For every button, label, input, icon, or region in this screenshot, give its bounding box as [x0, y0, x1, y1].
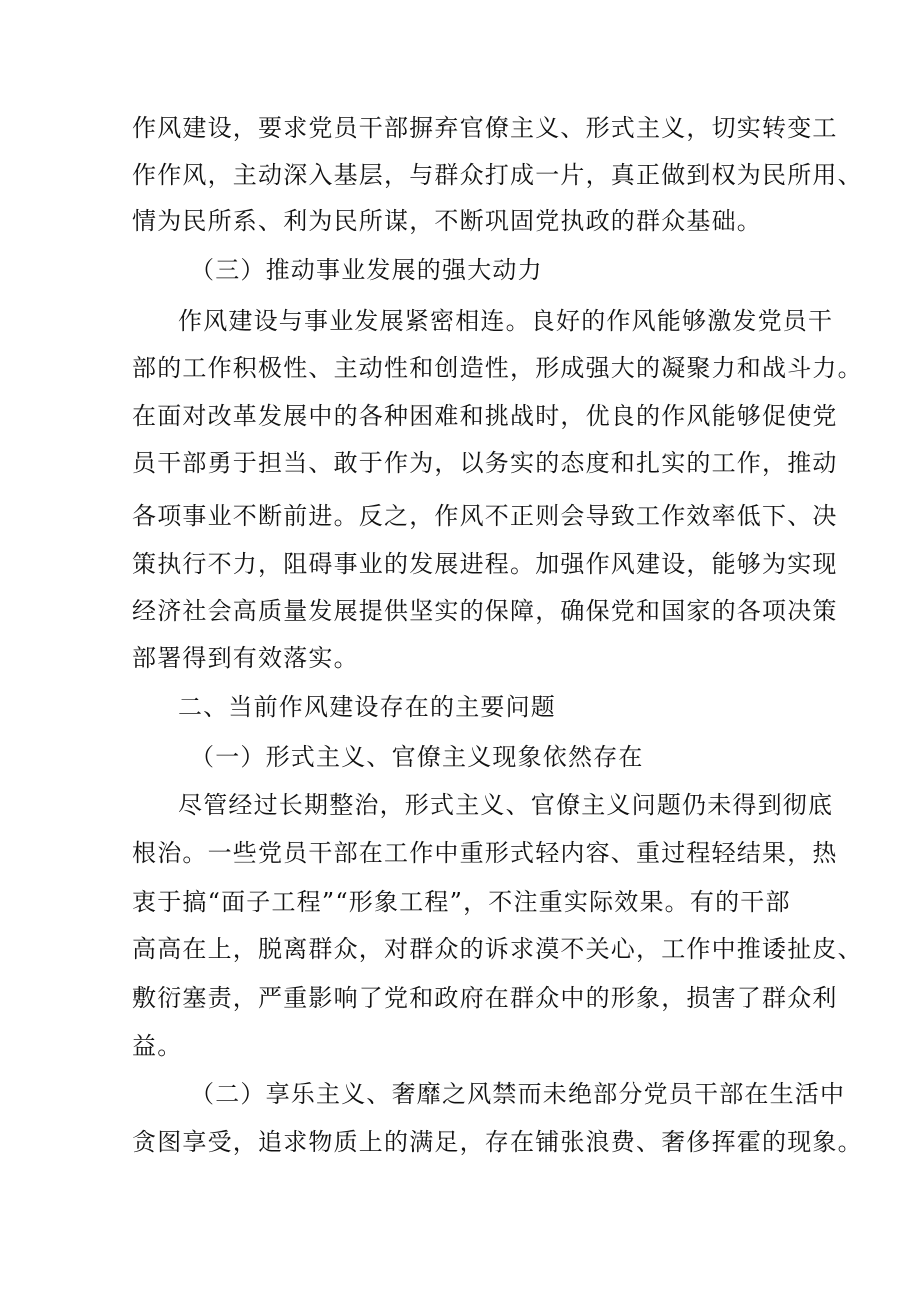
text-line: 衷于搞“面子工程”“形象工程”，不注重实际效果。有的干部 [132, 888, 791, 916]
text-line: 策执行不力，阻碍事业的发展进程。加强作风建设，能够为实现 [132, 550, 838, 578]
text-line: 根治。一些党员干部在工作中重形式轻内容、重过程轻结果，热 [132, 839, 838, 867]
text-line: 在面对改革发展中的各种困难和挑战时，优良的作风能够促使党 [132, 402, 838, 430]
text-line: 员干部勇于担当、敢于作为，以务实的态度和扎实的工作，推动 [132, 449, 838, 477]
text-line: 敷衍塞责，严重影响了党和政府在群众中的形象，损害了群众利 [132, 984, 838, 1012]
text-line: 作风建设与事业发展紧密相连。良好的作风能够激发党员干 [178, 307, 834, 335]
chapter-heading: 二、当前作风建设存在的主要问题 [178, 693, 556, 721]
text-line: 作作风，主动深入基层，与群众打成一片，真正做到权为民所用、 [132, 161, 863, 189]
section-heading: （二）享乐主义、奢靡之风禁而未绝部分党员干部在生活中 [190, 1080, 846, 1108]
text-line: 各项事业不断前进。反之，作风不正则会导致工作效率低下、决 [132, 502, 838, 530]
section-heading: （三）推动事业发展的强大动力 [190, 256, 543, 284]
section-heading: （一）形式主义、官僚主义现象依然存在 [190, 743, 644, 771]
text-line: 益。 [132, 1032, 183, 1060]
text-line: 部的工作积极性、主动性和创造性，形成强大的凝聚力和战斗力。 [132, 354, 863, 382]
text-line: 贪图享受，追求物质上的满足，存在铺张浪费、奢侈挥霍的现象。 [132, 1128, 863, 1156]
text-line: 高高在上，脱离群众，对群众的诉求漠不关心，工作中推诿扯皮、 [132, 935, 863, 963]
text-line: 作风建设，要求党员干部摒弃官僚主义、形式主义，切实转变工 [132, 114, 838, 142]
text-line: 经济社会高质量发展提供坚实的保障，确保党和国家的各项决策 [132, 597, 838, 625]
text-line: 尽管经过长期整治，形式主义、官僚主义问题仍未得到彻底 [178, 791, 834, 819]
text-line: 情为民所系、利为民所谋，不断巩固党执政的群众基础。 [132, 207, 762, 235]
text-line: 部署得到有效落实。 [132, 644, 359, 672]
